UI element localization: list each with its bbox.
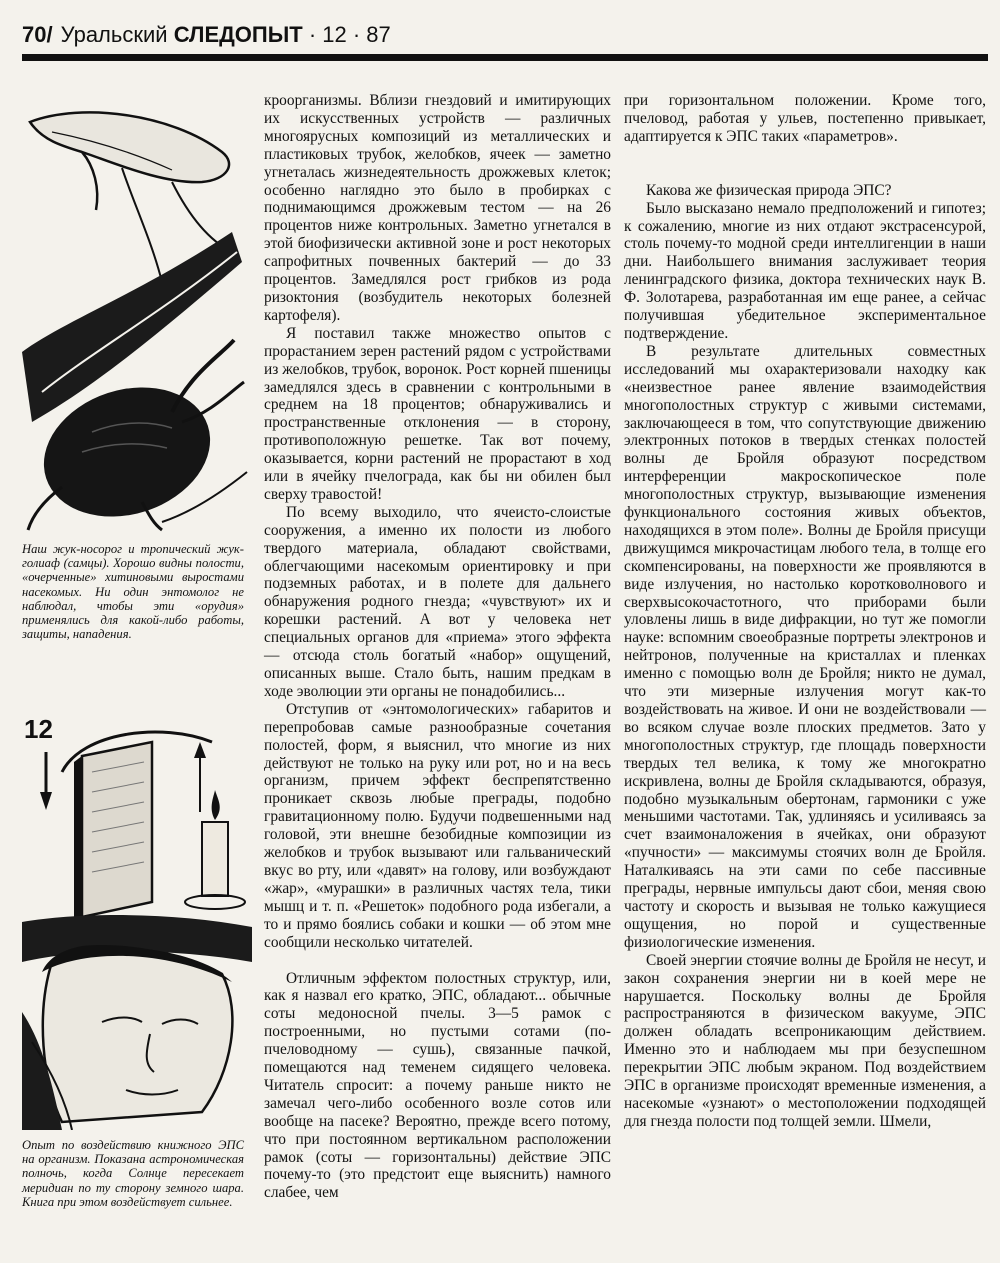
issue-number: · 12 · 87 — [308, 22, 391, 47]
header-rule — [22, 54, 988, 61]
magazine-name-regular: Уральский — [60, 22, 168, 47]
paragraph: В результате длительных совместных исследований мы охарактеризовали находку как «неизвестное ранее явление взаимодействия многополостных структур с живыми системами, заключающееся в том, что сопутствующие движению электронных потоков в твердых стенках полостей волны де Бройля образуют посредством интерференции макроскопическое поле многополостных структур, вызывающие изменения функционального состояния живых объектов, находящихся в этом поле». Волны де Бройля присущи движущимся микрочастицам любого тела, в толще его скомпенсированы, на поверхности же проявляются в виде излучения, но настолько коротковолнового и сверхвысокочастотного, что приборами были уловлены лишь в виде дифракции, но тут же помогли науке: вспомним своеобразные портреты электронов и нейтронов, полученные на кристаллах и пленках именно с помощью волн де Бройля; никто не думал, что эти мизерные излучения могут как-то воздействовать на живое. И они не воздействовали — во всяком случае возле плоских предметов. Зато у многополостных структур, где площадь поверхности твердых тел велика, к тому же многократно искривлена, волны де Бройля складываются, образуя, подобно музыкальным обертонам, гармоники с уже меньшими частотами. Так, удлиняясь и усиливаясь за счет взаимоналожения в ячейках, они образуют «пучности» — максимумы стоячих волн де Бройля. Наталкиваясь на эти сами по себе пассивные преграды, нервные импульсы дают сбои, меняя свою частоту и скорость и вызывая не только кажущиеся ощущения, но порой и существенные физиологические изменения. — [624, 342, 986, 951]
paragraph: кроорганизмы. Вблизи гнездовий и имитирующих их искусственных устройств — различных многоярусных композиций из металлических и пластиковых трубок, желобков, ячеек — заметно угнеталась жизнедеятельность дрожжевых клеток; особенно наглядно это было в пробирках с поднимающимся дрожжевым тестом — на 26 процентов ниже контрольных. Заметно угнетался в этой биофизически активной зоне и рост некоторых сапрофитных почвенных бактерий — до 33 процентов. Замедлялся рост грибков из рода ризоктония (возбудитель некоторых болезней картофеля). — [264, 92, 611, 324]
section-question: Какова же физическая природа ЭПС? — [646, 181, 892, 199]
beetles-illustration — [22, 92, 252, 532]
paragraph: Своей энергии стоячие волны де Бройля не несут, и закон сохранения энергии ни в коей мере не нарушается. Поскольку волны де Бройля распространяются в физическом вакууме, ЭПС должен обладать всепроникающим действием. Именно это и наблюдаем мы при безуспешном перекрытии ЭПС любым экраном. Под воздействием ЭПС в организме происходят временные изменения, а насекомые «узнают» о местоположении подходящей для гнезда полости под толщей земли. Шмели, — [624, 951, 986, 1130]
paragraph: Было высказано немало предположений и гипотез; к сожалению, многие из них отдают экстрасенсурой, столь почему-то модной среди интеллигенции в наши дни. Наибольшего внимания заслуживает теория ленинградского физика, доктора технических наук В. Ф. Золотарева, разработанная им еще ранее, а сейчас получившая убедительное экспериментальное подтверждение. — [624, 199, 986, 342]
article-column-middle — [264, 92, 611, 1202]
figure2-label: 12 — [24, 714, 53, 744]
figure2-caption: Опыт по воздействию книжного ЭПС на организм. Показана астрономическая полночь, когда Солнце пересекает меридиан по ту сторону земного шара. Книга при этом воздействует сильнее. — [22, 1138, 244, 1209]
page-number: 70/ — [22, 22, 53, 47]
paragraph: По всему выходило, что ячеисто-слоистые сооружения, а именно их полости из любого твердого материала, обладают свойствами, облегчающими насекомым ориентировку и при подземных работах, и в полете для дальнего обнаружения родного гнезда; «чувствуют» их и корешки растений. А вот у человека нет специальных органов для «приема» этого эффекта — отсюда столь богатый «набор» ощущений, описанных выше. Стало быть, нашим предкам в ходе эволюции эти органы не понадобились... — [264, 503, 611, 700]
paragraph: Я поставил также множество опытов с прорастанием зерен растений рядом с устройствами из желобков, трубок, воронок. Рост корней пшеницы замедлялся здесь в сравнении с контрольными в среднем на 18 процентов; обнаруживались и пространственные отклонения — в сторону, противоположную решетке. Так вот почему, оказывается, корни растений не прорастают в ход или в ячейку пчелограда, как бы ни обилен был сверху травостой! — [264, 324, 611, 503]
paragraph: Отличным эффектом полостных структур, или, как я назвал его кратко, ЭПС, обладают... обычные соты медоносной пчелы. 3—5 рамок с построенными, но пустыми сотами (по-пчеловодному — сушь), связанные пачкой, помещаются над теменем сидящего человека. Читатель спросит: а почему раньше никто не замечал чего-либо особенного возле сотов или вообще на пасеке? Вероятно, прежде всего потому, что при постоянном вертикальном расположении рамок (соты — горизонтальны) действие ЭПС почему-то (это предстоит еще выяснить) намного слабее, чем — [264, 969, 611, 1202]
article-column-right — [624, 92, 986, 1131]
book-experiment-illustration — [22, 712, 252, 1130]
paragraph: Отступив от «энтомологических» габаритов и перепробовав самые разнообразные сочетания полостей, форм, я выяснил, что многие из них действуют не только на руку или рот, но и на весь организм, причем эффект беспрепятственно проникает сквозь любые преграды, подобно гравитационному полю. Будучи подвешенными над головой, эти внешне безобидные композиции из желобков и трубок вызывают или гальванический вкус во рту, или «давят» на голову, или возбуждают «жар», «мурашки» в различных частях тела, тики мышц и т. п. «Решеток» подобного рода избегали, а то и прямо боялись собаки и кошки — об этом мне сообщили несколько читателей. — [264, 700, 611, 951]
magazine-name-bold: СЛЕДОПЫТ — [173, 22, 303, 47]
page-header — [22, 18, 982, 52]
magazine-title — [61, 22, 391, 48]
figure1-caption: Наш жук-носорог и тропический жук-голиаф (самцы). Хорошо видны полости, «очерченные» хитиновыми выростами насекомых. Ни один энтомолог не наблюдал, чтобы эти «орудия» применялись для какой-либо работы, защиты, нападения. — [22, 542, 244, 642]
paragraph: при горизонтальном положении. Кроме того, пчеловод, работая у ульев, постепенно привыкает, адаптируется к ЭПС таких «параметров». — [624, 92, 986, 145]
